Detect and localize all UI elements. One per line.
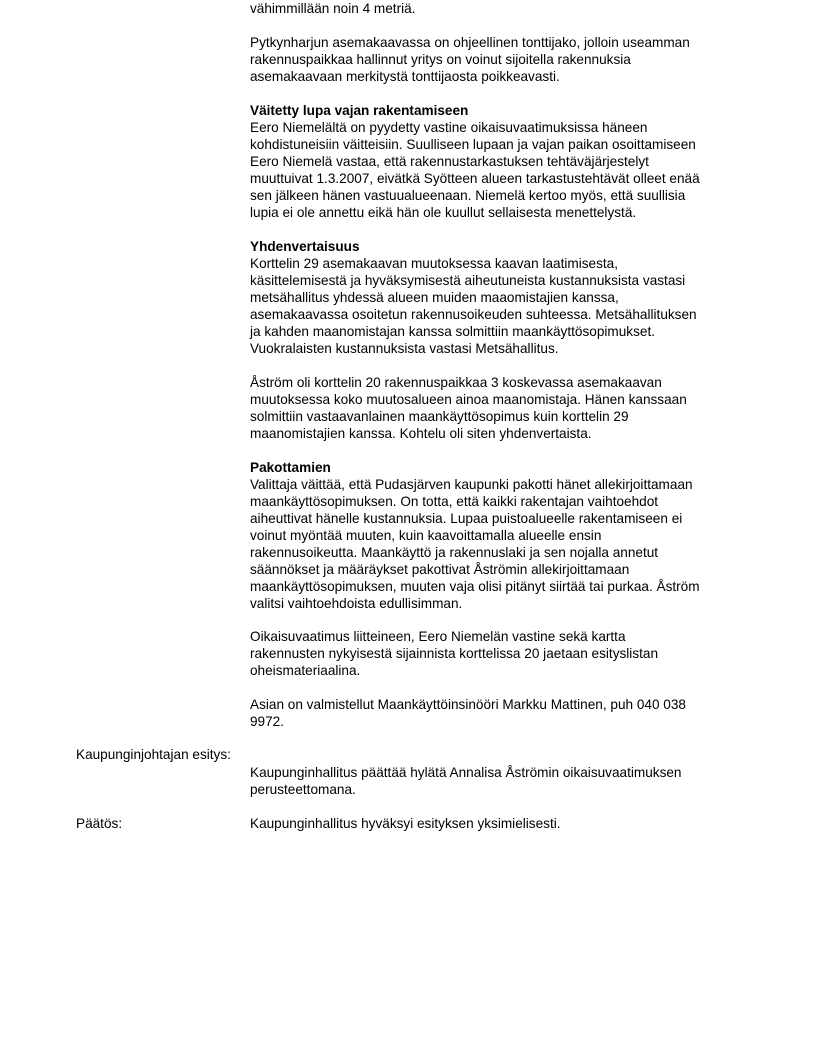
text-line: rakennusten nykyisestä sijainnista korttelissa 20 jaetaan esityslistan	[250, 646, 659, 661]
section-heading: Yhdenvertaisuus	[250, 239, 360, 254]
text-line: käsittelemisestä ja hyväksymisestä aiheutuneista kustannuksista vastasi	[250, 273, 686, 288]
text-line: sen jälkeen hänen vastuualueenaan. Niemelä kertoo myös, että suullisia	[250, 188, 686, 203]
text-line: rakennuspaikkaa hallinnut yritys on voinut sijoitella rakennuksia	[250, 52, 631, 67]
text-line: Korttelin 29 asemakaavan muutoksessa kaavan laatimisesta,	[250, 256, 618, 271]
text-line: Oikaisuvaatimus liitteineen, Eero Niemelän vastine sekä kartta	[250, 629, 626, 644]
text-line: lupia ei ole annettu eikä hän ole kuullut sellaisesta menettelystä.	[250, 205, 637, 220]
text-line: Asian on valmistellut Maankäyttöinsinööri Markku Mattinen, puh 040 038	[250, 697, 686, 712]
esitys-label: Kaupunginjohtajan esitys:	[76, 747, 231, 762]
paatos-label: Päätös:	[76, 816, 123, 831]
text-line: muutoksessa koko muutosalueen ainoa maanomistaja. Hänen kanssaan	[250, 392, 687, 407]
tonttijako-paragraph	[250, 34, 740, 85]
text-line: 9972.	[250, 714, 285, 729]
text-line: rakennusoikeutta. Maankäyttö ja rakennuslaki ja sen nojalla annetut	[250, 545, 659, 560]
text-line: oheismateriaalina.	[250, 663, 361, 678]
text-line: solmittiin vastaavanlainen maankäyttösopimus kuin korttelin 29	[250, 409, 629, 424]
text-line: vähimmillään noin 4 metriä.	[250, 1, 416, 16]
text-line: Pytkynharjun asemakaavassa on ohjeellinen tonttijako, jolloin useamman	[250, 35, 690, 50]
section-vaitetty-lupa	[250, 102, 740, 221]
esitys-text	[250, 764, 740, 798]
text-line: Åström oli korttelin 20 rakennuspaikkaa 3 koskevassa asemakaavan	[250, 375, 662, 390]
text-line: metsähallitus yhdessä alueen muiden maaomistajien kanssa,	[250, 290, 619, 305]
text-line: Kaupunginhallitus hyväksyi esityksen yksimielisesti.	[250, 816, 561, 831]
text-line: perusteettomana.	[250, 782, 356, 797]
text-line: maankäyttösopimuksen. On totta, että kaikki rakentajan vaihtoehdot	[250, 494, 659, 509]
section-yhdenvertaisuus	[250, 238, 740, 357]
text-line: Eero Niemelä vastaa, että rakennustarkastuksen tehtäväjärjestelyt	[250, 154, 649, 169]
text-line: Vuokralaisten kustannuksista vastasi Metsähallitus.	[250, 341, 559, 356]
text-line: Valittaja väittää, että Pudasjärven kaupunki pakotti hänet allekirjoittamaan	[250, 477, 693, 492]
text-line: asemakaavaan merkitystä tonttijaosta poikkeavasti.	[250, 69, 560, 84]
text-line: valitsi vaihtoehdoista edullisimman.	[250, 596, 463, 611]
oikaisu-paragraph	[250, 628, 740, 679]
section-pakottamien	[250, 459, 740, 612]
text-line: Eero Niemelältä on pyydetty vastine oikaisuvaatimuksissa häneen	[250, 120, 648, 135]
text-line: muuttuivat 1.3.2007, eivätkä Syötteen alueen tarkastustehtävät olleet enää	[250, 171, 700, 186]
text-line: voinut myöntää muuten, kuin kaavoittamalla alueelle ensin	[250, 528, 602, 543]
section-heading: Väitetty lupa vajan rakentamiseen	[250, 103, 469, 118]
text-line: Kaupunginhallitus päättää hylätä Annalisa Åströmin oikaisuvaatimuksen	[250, 765, 682, 780]
text-line: ja kahden maanomistajan kanssa solmittiin maankäyttösopimukset.	[250, 324, 655, 339]
paatos-text	[250, 815, 740, 832]
text-line: maankäyttösopimuksen, muuten vaja olisi pitänyt siirtää tai purkaa. Åström	[250, 579, 700, 594]
valmistellut-paragraph	[250, 696, 740, 730]
text-line: asemakaavassa osoitetun rakennusoikeuden suhteessa. Metsähallituksen	[250, 307, 697, 322]
text-line: maanomistajien kanssa. Kohtelu oli siten yhdenvertaista.	[250, 426, 592, 441]
section-heading: Pakottamien	[250, 460, 331, 475]
astrom-paragraph	[250, 374, 740, 442]
text-line: kohdistuneisiin väitteisiin. Suulliseen lupaan ja vajan paikan osoittamiseen	[250, 137, 696, 152]
text-line: aiheuttivat hänelle kustannuksia. Lupaa puistoalueelle rakentamiseen ei	[250, 511, 683, 526]
intro-paragraph	[250, 0, 740, 17]
text-line: säännökset ja määräykset pakottivat Åströmin allekirjoittamaan	[250, 562, 630, 577]
